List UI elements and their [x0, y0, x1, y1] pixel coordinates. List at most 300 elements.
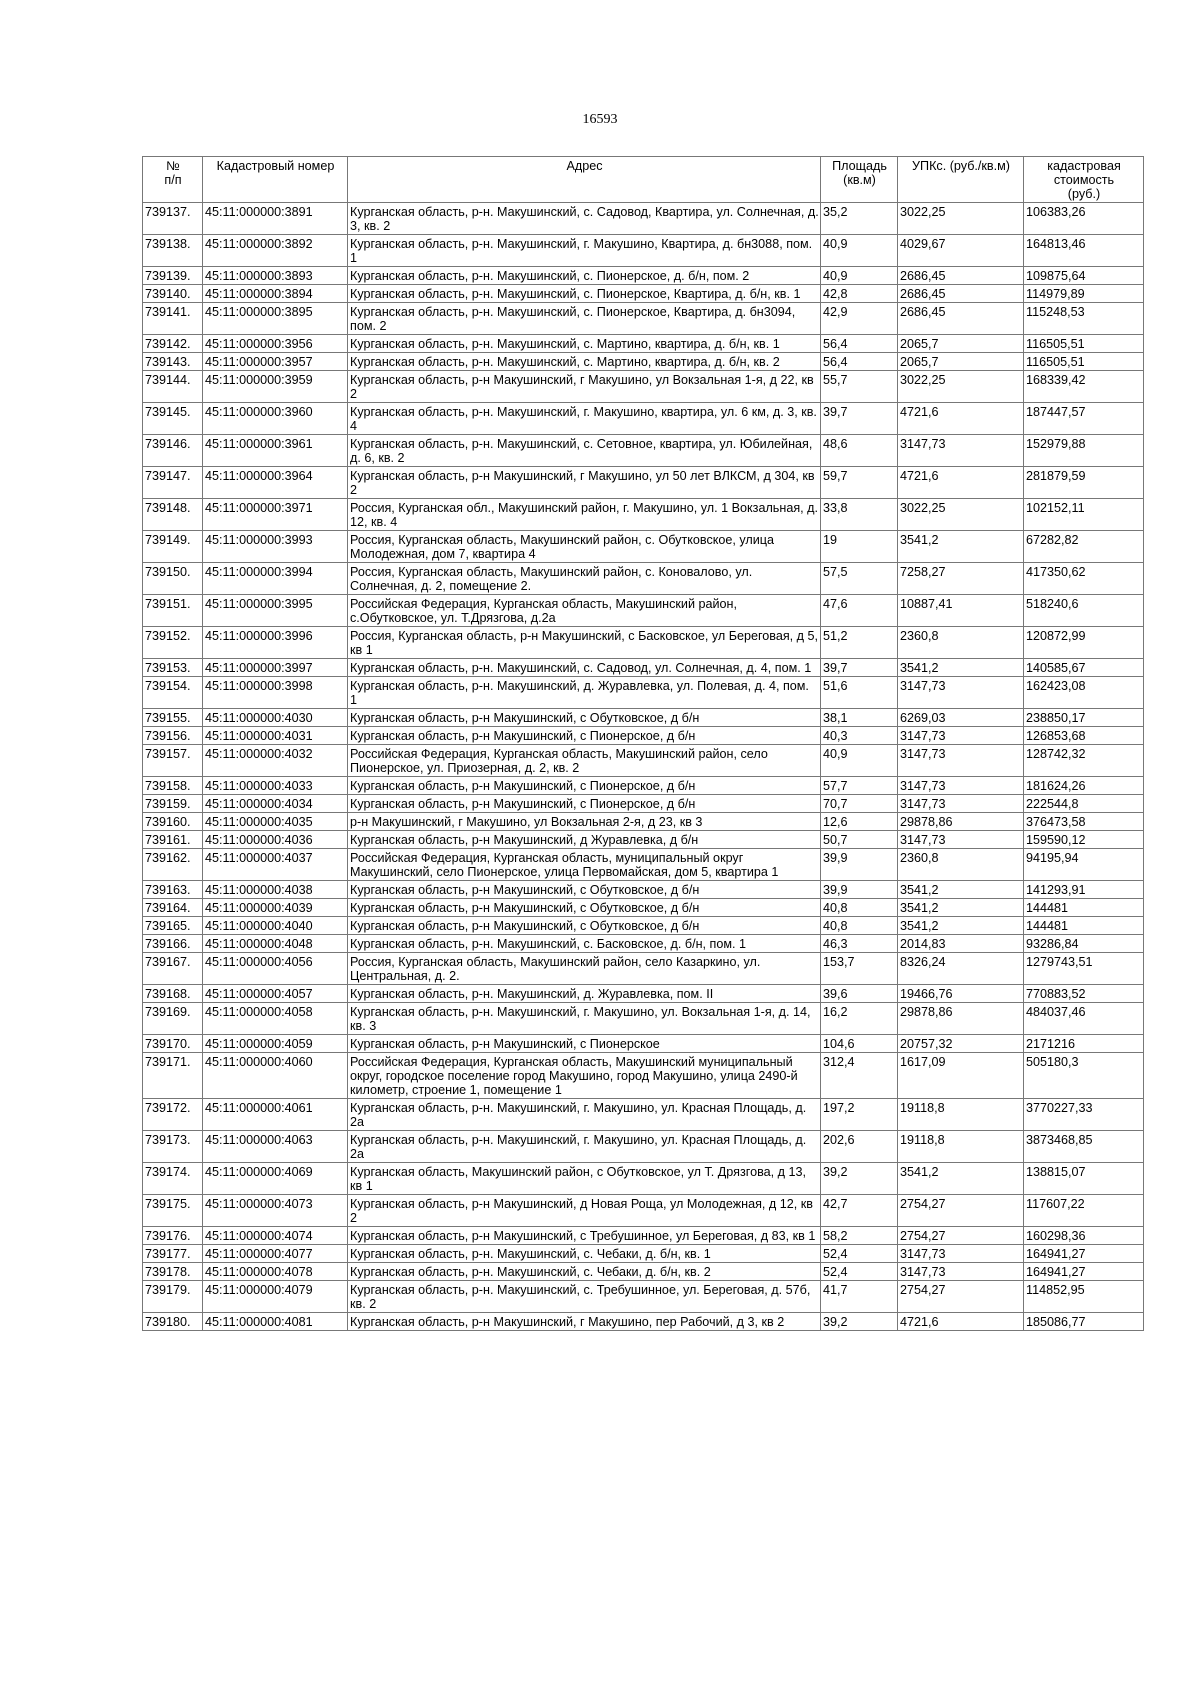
cell-cadastral-value: 484037,46 — [1024, 1003, 1144, 1035]
table-row — [143, 677, 1144, 709]
cell-address: Российская Федерация, Курганская область, Макушинский район, село Пионерское, ул. Приозерная, д. 2, кв. 2 — [348, 745, 821, 777]
cell-address: Россия, Курганская область, Макушинский район, с. Обутковское, улица Молодежная, дом 7, квартира 4 — [348, 531, 821, 563]
cell-cadastral-number: 45:11:000000:4032 — [203, 745, 348, 777]
table-row — [143, 595, 1144, 627]
header-cadastral-number: Кадастровый номер — [203, 157, 348, 203]
cell-area: 19 — [821, 531, 898, 563]
cell-address: Курганская область, р-н Макушинский, с Обутковское, д б/н — [348, 709, 821, 727]
cell-row-number: 739150. — [143, 563, 203, 595]
cell-row-number: 739143. — [143, 353, 203, 371]
cell-row-number: 739152. — [143, 627, 203, 659]
table-row — [143, 353, 1144, 371]
cell-area: 51,2 — [821, 627, 898, 659]
cell-specific-value: 3147,73 — [898, 1263, 1024, 1281]
cell-specific-value: 2754,27 — [898, 1281, 1024, 1313]
cell-specific-value: 19466,76 — [898, 985, 1024, 1003]
cell-address: Курганская область, р-н Макушинский, с Требушинное, ул Береговая, д 83, кв 1 — [348, 1227, 821, 1245]
cell-row-number: 739148. — [143, 499, 203, 531]
cell-cadastral-number: 45:11:000000:3892 — [203, 235, 348, 267]
cell-row-number: 739168. — [143, 985, 203, 1003]
cell-cadastral-value: 67282,82 — [1024, 531, 1144, 563]
cell-area: 52,4 — [821, 1245, 898, 1263]
cell-address: Курганская область, р-н. Макушинский, с. Садовод, ул. Солнечная, д. 4, пом. 1 — [348, 659, 821, 677]
cell-cadastral-value: 162423,08 — [1024, 677, 1144, 709]
table-row — [143, 499, 1144, 531]
table-row — [143, 727, 1144, 745]
table-row — [143, 745, 1144, 777]
header-row — [143, 157, 1144, 203]
cell-specific-value: 10887,41 — [898, 595, 1024, 627]
cell-address: Курганская область, р-н. Макушинский, с. Мартино, квартира, д. б/н, кв. 2 — [348, 353, 821, 371]
cell-address: Курганская область, р-н. Макушинский, д. Журавлевка, пом. II — [348, 985, 821, 1003]
cell-cadastral-number: 45:11:000000:3894 — [203, 285, 348, 303]
table-row — [143, 1227, 1144, 1245]
cell-cadastral-value: 1279743,51 — [1024, 953, 1144, 985]
cell-area: 40,8 — [821, 917, 898, 935]
cell-row-number: 739180. — [143, 1313, 203, 1331]
cell-area: 50,7 — [821, 831, 898, 849]
table-row — [143, 403, 1144, 435]
cell-specific-value: 6269,03 — [898, 709, 1024, 727]
cell-cadastral-number: 45:11:000000:4058 — [203, 1003, 348, 1035]
cell-specific-value: 29878,86 — [898, 1003, 1024, 1035]
table-row — [143, 953, 1144, 985]
cell-cadastral-number: 45:11:000000:4039 — [203, 899, 348, 917]
cell-area: 312,4 — [821, 1053, 898, 1099]
cell-area: 42,9 — [821, 303, 898, 335]
cell-cadastral-value: 138815,07 — [1024, 1163, 1144, 1195]
cell-cadastral-value: 168339,42 — [1024, 371, 1144, 403]
cell-specific-value: 2360,8 — [898, 849, 1024, 881]
table-row — [143, 917, 1144, 935]
table-row — [143, 795, 1144, 813]
table-row — [143, 709, 1144, 727]
cell-address: Курганская область, р-н. Макушинский, с. Пионерское, Квартира, д. б/н, кв. 1 — [348, 285, 821, 303]
cell-area: 104,6 — [821, 1035, 898, 1053]
cell-specific-value: 2014,83 — [898, 935, 1024, 953]
cell-area: 39,9 — [821, 849, 898, 881]
table-row — [143, 881, 1144, 899]
table-row — [143, 1245, 1144, 1263]
cell-address: Курганская область, р-н Макушинский, с Пионерское — [348, 1035, 821, 1053]
table-row — [143, 813, 1144, 831]
cell-address: Курганская область, р-н. Макушинский, с. Требушинное, ул. Береговая, д. 57б, кв. 2 — [348, 1281, 821, 1313]
cell-address: Российская Федерация, Курганская область, Макушинский район, с.Обутковское, ул. Т.Дрязгова, д.2а — [348, 595, 821, 627]
cell-area: 42,8 — [821, 285, 898, 303]
cell-specific-value: 2065,7 — [898, 353, 1024, 371]
table-row — [143, 1003, 1144, 1035]
cell-area: 55,7 — [821, 371, 898, 403]
cell-cadastral-value: 93286,84 — [1024, 935, 1144, 953]
cell-address: Россия, Курганская область, Макушинский район, с. Коновалово, ул. Солнечная, д. 2, помещение 2. — [348, 563, 821, 595]
cell-cadastral-value: 505180,3 — [1024, 1053, 1144, 1099]
cell-specific-value: 4721,6 — [898, 1313, 1024, 1331]
cell-cadastral-value: 238850,17 — [1024, 709, 1144, 727]
cell-specific-value: 3022,25 — [898, 499, 1024, 531]
cell-cadastral-number: 45:11:000000:3993 — [203, 531, 348, 563]
cell-cadastral-number: 45:11:000000:4074 — [203, 1227, 348, 1245]
cell-specific-value: 19118,8 — [898, 1099, 1024, 1131]
cell-cadastral-value: 141293,91 — [1024, 881, 1144, 899]
cell-cadastral-value: 102152,11 — [1024, 499, 1144, 531]
header-area: Площадь (кв.м) — [821, 157, 898, 203]
table-row — [143, 831, 1144, 849]
header-cadastral-value: кадастровая стоимость (руб.) — [1024, 157, 1144, 203]
cell-specific-value: 3022,25 — [898, 371, 1024, 403]
cell-area: 38,1 — [821, 709, 898, 727]
table-row — [143, 203, 1144, 235]
cell-area: 35,2 — [821, 203, 898, 235]
cell-cadastral-value: 164813,46 — [1024, 235, 1144, 267]
cell-address: Курганская область, р-н. Макушинский, с. Пионерское, д. б/н, пом. 2 — [348, 267, 821, 285]
table-row — [143, 531, 1144, 563]
cell-cadastral-number: 45:11:000000:3893 — [203, 267, 348, 285]
cell-cadastral-number: 45:11:000000:3959 — [203, 371, 348, 403]
cell-address: Курганская область, р-н Макушинский, с Пионерское, д б/н — [348, 795, 821, 813]
cell-address: Курганская область, р-н Макушинский, г Макушино, ул 50 лет ВЛКСМ, д 304, кв 2 — [348, 467, 821, 499]
table-row — [143, 1195, 1144, 1227]
cell-address: Курганская область, р-н. Макушинский, г. Макушино, ул. Красная Площадь, д. 2а — [348, 1131, 821, 1163]
cell-area: 40,3 — [821, 727, 898, 745]
table-row — [143, 1313, 1144, 1331]
cell-cadastral-number: 45:11:000000:4038 — [203, 881, 348, 899]
cell-address: Россия, Курганская область, Макушинский район, село Казаркино, ул. Центральная, д. 2. — [348, 953, 821, 985]
cell-area: 202,6 — [821, 1131, 898, 1163]
cell-cadastral-number: 45:11:000000:3998 — [203, 677, 348, 709]
cell-area: 40,9 — [821, 235, 898, 267]
cell-area: 58,2 — [821, 1227, 898, 1245]
cell-cadastral-number: 45:11:000000:3956 — [203, 335, 348, 353]
cell-cadastral-value: 140585,67 — [1024, 659, 1144, 677]
cell-specific-value: 2686,45 — [898, 285, 1024, 303]
table-row — [143, 627, 1144, 659]
table-row — [143, 235, 1144, 267]
table-row — [143, 435, 1144, 467]
cell-area: 39,2 — [821, 1163, 898, 1195]
cell-cadastral-value: 159590,12 — [1024, 831, 1144, 849]
cell-cadastral-number: 45:11:000000:3961 — [203, 435, 348, 467]
cell-area: 46,3 — [821, 935, 898, 953]
table-row — [143, 563, 1144, 595]
cell-cadastral-value: 417350,62 — [1024, 563, 1144, 595]
cell-area: 39,9 — [821, 881, 898, 899]
cell-cadastral-value: 152979,88 — [1024, 435, 1144, 467]
cell-cadastral-number: 45:11:000000:4040 — [203, 917, 348, 935]
cell-cadastral-number: 45:11:000000:3995 — [203, 595, 348, 627]
cell-area: 56,4 — [821, 335, 898, 353]
cell-specific-value: 3147,73 — [898, 677, 1024, 709]
cell-specific-value: 3022,25 — [898, 203, 1024, 235]
table-row — [143, 899, 1144, 917]
cell-row-number: 739141. — [143, 303, 203, 335]
cell-cadastral-value: 106383,26 — [1024, 203, 1144, 235]
cell-area: 59,7 — [821, 467, 898, 499]
cell-cadastral-value: 128742,32 — [1024, 745, 1144, 777]
cell-cadastral-value: 3873468,85 — [1024, 1131, 1144, 1163]
cell-area: 47,6 — [821, 595, 898, 627]
cell-row-number: 739149. — [143, 531, 203, 563]
cell-row-number: 739166. — [143, 935, 203, 953]
cell-cadastral-number: 45:11:000000:3891 — [203, 203, 348, 235]
cell-cadastral-value: 164941,27 — [1024, 1263, 1144, 1281]
cell-row-number: 739139. — [143, 267, 203, 285]
cadastral-table — [142, 156, 1144, 1331]
table-row — [143, 467, 1144, 499]
cell-cadastral-value: 144481 — [1024, 899, 1144, 917]
cell-address: Курганская область, р-н Макушинский, с Пионерское, д б/н — [348, 777, 821, 795]
cell-cadastral-value: 117607,22 — [1024, 1195, 1144, 1227]
cell-address: Курганская область, р-н. Макушинский, г. Макушино, Квартира, д. бн3088, пом. 1 — [348, 235, 821, 267]
cell-address: Курганская область, р-н. Макушинский, с. Басковское, д. б/н, пом. 1 — [348, 935, 821, 953]
table-row — [143, 777, 1144, 795]
cell-row-number: 739170. — [143, 1035, 203, 1053]
cell-specific-value: 3541,2 — [898, 917, 1024, 935]
cell-address: Российская Федерация, Курганская область, муниципальный округ Макушинский, село Пионерское, улица Первомайская, дом 5, квартира 1 — [348, 849, 821, 881]
cell-area: 56,4 — [821, 353, 898, 371]
cell-area: 33,8 — [821, 499, 898, 531]
cell-row-number: 739157. — [143, 745, 203, 777]
cell-specific-value: 3147,73 — [898, 727, 1024, 745]
cell-row-number: 739178. — [143, 1263, 203, 1281]
cell-address: Курганская область, р-н Макушинский, д Журавлевка, д б/н — [348, 831, 821, 849]
cell-address: Курганская область, р-н. Макушинский, с. Сетовное, квартира, ул. Юбилейная, д. 6, кв. 2 — [348, 435, 821, 467]
cell-specific-value: 4721,6 — [898, 403, 1024, 435]
cell-specific-value: 4721,6 — [898, 467, 1024, 499]
cell-cadastral-value: 126853,68 — [1024, 727, 1144, 745]
cell-row-number: 739172. — [143, 1099, 203, 1131]
cell-cadastral-number: 45:11:000000:4069 — [203, 1163, 348, 1195]
cell-row-number: 739174. — [143, 1163, 203, 1195]
cell-address: р-н Макушинский, г Макушино, ул Вокзальная 2-я, д 23, кв 3 — [348, 813, 821, 831]
cell-area: 39,7 — [821, 659, 898, 677]
table-row — [143, 659, 1144, 677]
cell-specific-value: 2754,27 — [898, 1227, 1024, 1245]
cell-cadastral-value: 116505,51 — [1024, 335, 1144, 353]
cell-row-number: 739142. — [143, 335, 203, 353]
cell-cadastral-value: 115248,53 — [1024, 303, 1144, 335]
cell-cadastral-number: 45:11:000000:4031 — [203, 727, 348, 745]
cell-row-number: 739167. — [143, 953, 203, 985]
cell-specific-value: 2686,45 — [898, 303, 1024, 335]
cell-row-number: 739153. — [143, 659, 203, 677]
cell-row-number: 739147. — [143, 467, 203, 499]
cell-cadastral-number: 45:11:000000:4079 — [203, 1281, 348, 1313]
cell-area: 40,9 — [821, 267, 898, 285]
cell-address: Курганская область, Макушинский район, с Обутковское, ул Т. Дрязгова, д 13, кв 1 — [348, 1163, 821, 1195]
cell-cadastral-number: 45:11:000000:4036 — [203, 831, 348, 849]
cell-specific-value: 3541,2 — [898, 1163, 1024, 1195]
cell-area: 48,6 — [821, 435, 898, 467]
table-row — [143, 1053, 1144, 1099]
table-row — [143, 371, 1144, 403]
cell-specific-value: 2754,27 — [898, 1195, 1024, 1227]
cell-specific-value: 29878,86 — [898, 813, 1024, 831]
cell-address: Курганская область, р-н. Макушинский, с. Мартино, квартира, д. б/н, кв. 1 — [348, 335, 821, 353]
cell-row-number: 739163. — [143, 881, 203, 899]
cell-cadastral-value: 222544,8 — [1024, 795, 1144, 813]
cell-cadastral-value: 120872,99 — [1024, 627, 1144, 659]
cell-specific-value: 2065,7 — [898, 335, 1024, 353]
cell-area: 12,6 — [821, 813, 898, 831]
cell-row-number: 739162. — [143, 849, 203, 881]
table-row — [143, 849, 1144, 881]
cell-row-number: 739146. — [143, 435, 203, 467]
cell-cadastral-number: 45:11:000000:3997 — [203, 659, 348, 677]
cell-cadastral-number: 45:11:000000:3895 — [203, 303, 348, 335]
cell-specific-value: 3541,2 — [898, 531, 1024, 563]
table-row — [143, 935, 1144, 953]
cell-area: 153,7 — [821, 953, 898, 985]
table-row — [143, 1131, 1144, 1163]
cell-specific-value: 3147,73 — [898, 1245, 1024, 1263]
cell-row-number: 739164. — [143, 899, 203, 917]
page-number: 16593 — [582, 112, 618, 127]
cell-row-number: 739173. — [143, 1131, 203, 1163]
table-row — [143, 1035, 1144, 1053]
cell-row-number: 739158. — [143, 777, 203, 795]
cell-cadastral-value: 181624,26 — [1024, 777, 1144, 795]
cell-row-number: 739154. — [143, 677, 203, 709]
cell-cadastral-value: 185086,77 — [1024, 1313, 1144, 1331]
cell-address: Курганская область, р-н Макушинский, г Макушино, ул Вокзальная 1-я, д 22, кв 2 — [348, 371, 821, 403]
cell-row-number: 739160. — [143, 813, 203, 831]
cell-specific-value: 3147,73 — [898, 435, 1024, 467]
cell-area: 70,7 — [821, 795, 898, 813]
cell-row-number: 739161. — [143, 831, 203, 849]
cell-specific-value: 3147,73 — [898, 777, 1024, 795]
header-row-number: № п/п — [143, 157, 203, 203]
cell-cadastral-value: 376473,58 — [1024, 813, 1144, 831]
cell-cadastral-number: 45:11:000000:4060 — [203, 1053, 348, 1099]
cell-cadastral-value: 164941,27 — [1024, 1245, 1144, 1263]
cell-row-number: 739140. — [143, 285, 203, 303]
cell-address: Курганская область, р-н. Макушинский, с. Пионерское, Квартира, д. бн3094, пом. 2 — [348, 303, 821, 335]
cell-cadastral-value: 3770227,33 — [1024, 1099, 1144, 1131]
cell-address: Российская Федерация, Курганская область, Макушинский муниципальный округ, городское поселение город Макушино, город Макушино, улица 2490-й километр, строение 1, помещение 1 — [348, 1053, 821, 1099]
cell-cadastral-number: 45:11:000000:4078 — [203, 1263, 348, 1281]
cell-cadastral-value: 160298,36 — [1024, 1227, 1144, 1245]
cell-cadastral-number: 45:11:000000:4034 — [203, 795, 348, 813]
header-address: Адрес — [348, 157, 821, 203]
cell-row-number: 739177. — [143, 1245, 203, 1263]
cell-cadastral-number: 45:11:000000:3971 — [203, 499, 348, 531]
cell-cadastral-value: 518240,6 — [1024, 595, 1144, 627]
cell-address: Курганская область, р-н. Макушинский, с. Чебаки, д. б/н, кв. 2 — [348, 1263, 821, 1281]
cell-cadastral-number: 45:11:000000:4061 — [203, 1099, 348, 1131]
cell-cadastral-number: 45:11:000000:4059 — [203, 1035, 348, 1053]
cell-area: 40,9 — [821, 745, 898, 777]
cell-area: 52,4 — [821, 1263, 898, 1281]
cell-row-number: 739137. — [143, 203, 203, 235]
cell-address: Курганская область, р-н Макушинский, г Макушино, пер Рабочий, д 3, кв 2 — [348, 1313, 821, 1331]
cell-row-number: 739151. — [143, 595, 203, 627]
cell-area: 57,5 — [821, 563, 898, 595]
cell-cadastral-number: 45:11:000000:3957 — [203, 353, 348, 371]
table-row — [143, 1281, 1144, 1313]
cell-specific-value: 19118,8 — [898, 1131, 1024, 1163]
table-row — [143, 1163, 1144, 1195]
cell-row-number: 739171. — [143, 1053, 203, 1099]
cell-row-number: 739138. — [143, 235, 203, 267]
table-row — [143, 1099, 1144, 1131]
cell-cadastral-number: 45:11:000000:4035 — [203, 813, 348, 831]
cell-cadastral-number: 45:11:000000:4037 — [203, 849, 348, 881]
cell-cadastral-number: 45:11:000000:4073 — [203, 1195, 348, 1227]
cell-specific-value: 1617,09 — [898, 1053, 1024, 1099]
cell-cadastral-value: 114979,89 — [1024, 285, 1144, 303]
cell-address: Курганская область, р-н Макушинский, с Обутковское, д б/н — [348, 917, 821, 935]
cell-specific-value: 20757,32 — [898, 1035, 1024, 1053]
table-row — [143, 985, 1144, 1003]
cell-cadastral-value: 144481 — [1024, 917, 1144, 935]
table-row — [143, 335, 1144, 353]
cell-area: 57,7 — [821, 777, 898, 795]
cell-address: Курганская область, р-н Макушинский, с Обутковское, д б/н — [348, 881, 821, 899]
cell-cadastral-number: 45:11:000000:3996 — [203, 627, 348, 659]
cell-address: Курганская область, р-н. Макушинский, г. Макушино, ул. Вокзальная 1-я, д. 14, кв. 3 — [348, 1003, 821, 1035]
cell-row-number: 739175. — [143, 1195, 203, 1227]
cell-cadastral-number: 45:11:000000:3964 — [203, 467, 348, 499]
cell-specific-value: 3541,2 — [898, 881, 1024, 899]
cell-row-number: 739145. — [143, 403, 203, 435]
cell-cadastral-number: 45:11:000000:4081 — [203, 1313, 348, 1331]
cell-row-number: 739169. — [143, 1003, 203, 1035]
cell-address: Курганская область, р-н Макушинский, с Обутковское, д б/н — [348, 899, 821, 917]
cell-cadastral-number: 45:11:000000:3960 — [203, 403, 348, 435]
cell-specific-value: 3147,73 — [898, 745, 1024, 777]
cell-cadastral-value: 2171216 — [1024, 1035, 1144, 1053]
cell-cadastral-number: 45:11:000000:4056 — [203, 953, 348, 985]
table-row — [143, 267, 1144, 285]
cell-address: Курганская область, р-н. Макушинский, с. Чебаки, д. б/н, кв. 1 — [348, 1245, 821, 1263]
cell-specific-value: 2686,45 — [898, 267, 1024, 285]
cell-cadastral-number: 45:11:000000:4077 — [203, 1245, 348, 1263]
cell-row-number: 739179. — [143, 1281, 203, 1313]
cell-row-number: 739155. — [143, 709, 203, 727]
cell-cadastral-value: 187447,57 — [1024, 403, 1144, 435]
cell-specific-value: 3147,73 — [898, 831, 1024, 849]
cell-cadastral-value: 114852,95 — [1024, 1281, 1144, 1313]
cell-row-number: 739144. — [143, 371, 203, 403]
cell-row-number: 739165. — [143, 917, 203, 935]
cell-specific-value: 3147,73 — [898, 795, 1024, 813]
cell-area: 16,2 — [821, 1003, 898, 1035]
cell-area: 51,6 — [821, 677, 898, 709]
cell-cadastral-value: 109875,64 — [1024, 267, 1144, 285]
cell-cadastral-value: 94195,94 — [1024, 849, 1144, 881]
cell-address: Россия, Курганская обл., Макушинский район, г. Макушино, ул. 1 Вокзальная, д. 12, кв. 4 — [348, 499, 821, 531]
table-row — [143, 303, 1144, 335]
cell-row-number: 739159. — [143, 795, 203, 813]
header-specific-value: УПКс. (руб./кв.м) — [898, 157, 1024, 203]
cell-area: 39,2 — [821, 1313, 898, 1331]
cell-address: Курганская область, р-н. Макушинский, д. Журавлевка, ул. Полевая, д. 4, пом. 1 — [348, 677, 821, 709]
cell-cadastral-number: 45:11:000000:4057 — [203, 985, 348, 1003]
cell-row-number: 739156. — [143, 727, 203, 745]
cell-row-number: 739176. — [143, 1227, 203, 1245]
cell-address: Курганская область, р-н Макушинский, д Новая Роща, ул Молодежная, д 12, кв 2 — [348, 1195, 821, 1227]
table-row — [143, 1263, 1144, 1281]
cell-address: Курганская область, р-н. Макушинский, г. Макушино, квартира, ул. 6 км, д. 3, кв. 4 — [348, 403, 821, 435]
cell-area: 39,6 — [821, 985, 898, 1003]
table-header — [143, 157, 1144, 203]
cell-specific-value: 3541,2 — [898, 659, 1024, 677]
cell-cadastral-number: 45:11:000000:4033 — [203, 777, 348, 795]
cell-area: 40,8 — [821, 899, 898, 917]
cell-specific-value: 3541,2 — [898, 899, 1024, 917]
cell-address: Курганская область, р-н. Макушинский, с. Садовод, Квартира, ул. Солнечная, д. 3, кв. 2 — [348, 203, 821, 235]
cell-area: 197,2 — [821, 1099, 898, 1131]
